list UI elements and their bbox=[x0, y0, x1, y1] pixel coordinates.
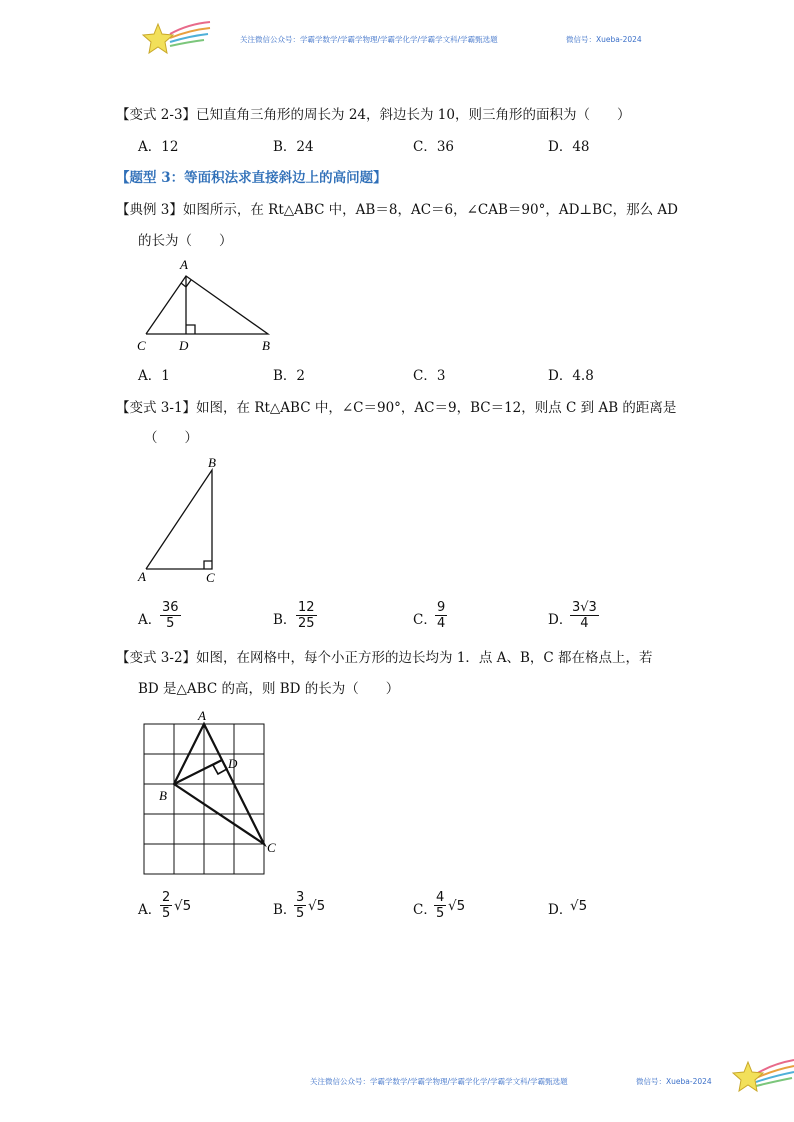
ex3-option-c: C．3 bbox=[413, 368, 446, 384]
q31-option-c-letter: C． bbox=[413, 612, 437, 628]
q31-option-d-letter: D． bbox=[548, 612, 573, 628]
q32-option-a-radical: √5 bbox=[174, 898, 192, 914]
q23-option-a: A．12 bbox=[138, 139, 179, 155]
q32-grid-figure bbox=[134, 706, 284, 878]
ex3-option-d: D．4.8 bbox=[548, 368, 594, 384]
q32-option-b-letter: B． bbox=[273, 902, 297, 918]
footer-wechat: 微信号：Xueba-2024 bbox=[636, 1077, 712, 1086]
q31-option-b-fraction: $\frac{12}{25}$ bbox=[298, 600, 315, 631]
q31-label-c: C bbox=[206, 570, 215, 585]
q32-label-d: D bbox=[228, 756, 238, 771]
q32-option-c-radical: √5 bbox=[448, 898, 466, 914]
q31-option-d-fraction: $\frac{3√3}{4}$ bbox=[572, 600, 597, 631]
q32-stem: 【变式 3-2】如图，在网格中，每个小正方形的边长均为 1．点 A、B，C 都在格点上，若 bbox=[116, 650, 653, 666]
q32-label-a: A bbox=[198, 708, 206, 723]
q31-stem-cont: （ ） bbox=[144, 430, 198, 446]
ex3-label-b: B bbox=[262, 338, 270, 353]
q32-option-d-letter: D． bbox=[548, 902, 573, 918]
q32-option-d-radical: √5 bbox=[570, 898, 588, 914]
footer-star-logo-icon bbox=[730, 1054, 794, 1098]
ex3-label-d: D bbox=[179, 338, 189, 353]
q32-option-c-letter: C． bbox=[413, 902, 437, 918]
q23-option-c: C．36 bbox=[413, 139, 455, 155]
q32-option-b-fraction: $\frac{3}{5}$ bbox=[296, 890, 305, 921]
q31-triangle-figure bbox=[134, 454, 234, 586]
q32-option-a-fraction: $\frac{2}{5}$ bbox=[162, 890, 171, 921]
q32-label-c: C bbox=[267, 840, 276, 855]
q32-option-a-letter: A． bbox=[138, 902, 162, 918]
q32-stem-cont: BD 是△ABC 的高，则 BD 的长为（ ） bbox=[138, 681, 400, 697]
q31-label-b: B bbox=[208, 455, 216, 470]
header-wechat: 微信号：Xueba-2024 bbox=[566, 35, 642, 44]
footer-text: 关注微信公众号：学霸学数学/学霸学物理/学霸学化学/学霸学文科/学霸甄选题 bbox=[310, 1077, 568, 1086]
q31-label-a: A bbox=[138, 569, 146, 584]
ex3-stem: 【典例 3】如图所示，在 Rt△ABC 中，AB＝8，AC＝6，∠CAB＝90°，AD⊥BC，那么 AD bbox=[116, 202, 678, 218]
q31-option-c-fraction: $\frac{9}{4}$ bbox=[437, 600, 446, 631]
section3-heading: 【题型 3：等面积法求直接斜边上的高问题】 bbox=[116, 170, 387, 186]
ex3-stem-cont: 的长为（ ） bbox=[138, 233, 233, 249]
q31-option-a-fraction: $\frac{36}{5}$ bbox=[162, 600, 179, 631]
star-logo-icon bbox=[140, 18, 212, 58]
q32-label-b: B bbox=[159, 788, 167, 803]
q32-option-b-radical: √5 bbox=[308, 898, 326, 914]
header-text: 关注微信公众号：学霸学数学/学霸学物理/学霸学化学/学霸学文科/学霸甄选题 bbox=[240, 35, 498, 44]
q31-option-a-letter: A． bbox=[138, 612, 162, 628]
q23-option-d: D．48 bbox=[548, 139, 590, 155]
q31-stem: 【变式 3-1】如图，在 Rt△ABC 中，∠C＝90°，AC＝9，BC＝12，则点 C 到 AB 的距离是 bbox=[116, 400, 677, 416]
ex3-option-b: B．2 bbox=[273, 368, 306, 384]
ex3-label-c: C bbox=[137, 338, 146, 353]
ex3-option-a: A．1 bbox=[138, 368, 170, 384]
q32-option-c-fraction: $\frac{4}{5}$ bbox=[436, 890, 445, 921]
q23-option-b: B．24 bbox=[273, 139, 314, 155]
ex3-label-a: A bbox=[180, 257, 188, 272]
q31-option-b-letter: B． bbox=[273, 612, 297, 628]
ex3-triangle-figure bbox=[134, 256, 284, 356]
q23-stem: 【变式 2-3】已知直角三角形的周长为 24，斜边长为 10，则三角形的面积为（ ） bbox=[116, 107, 631, 123]
